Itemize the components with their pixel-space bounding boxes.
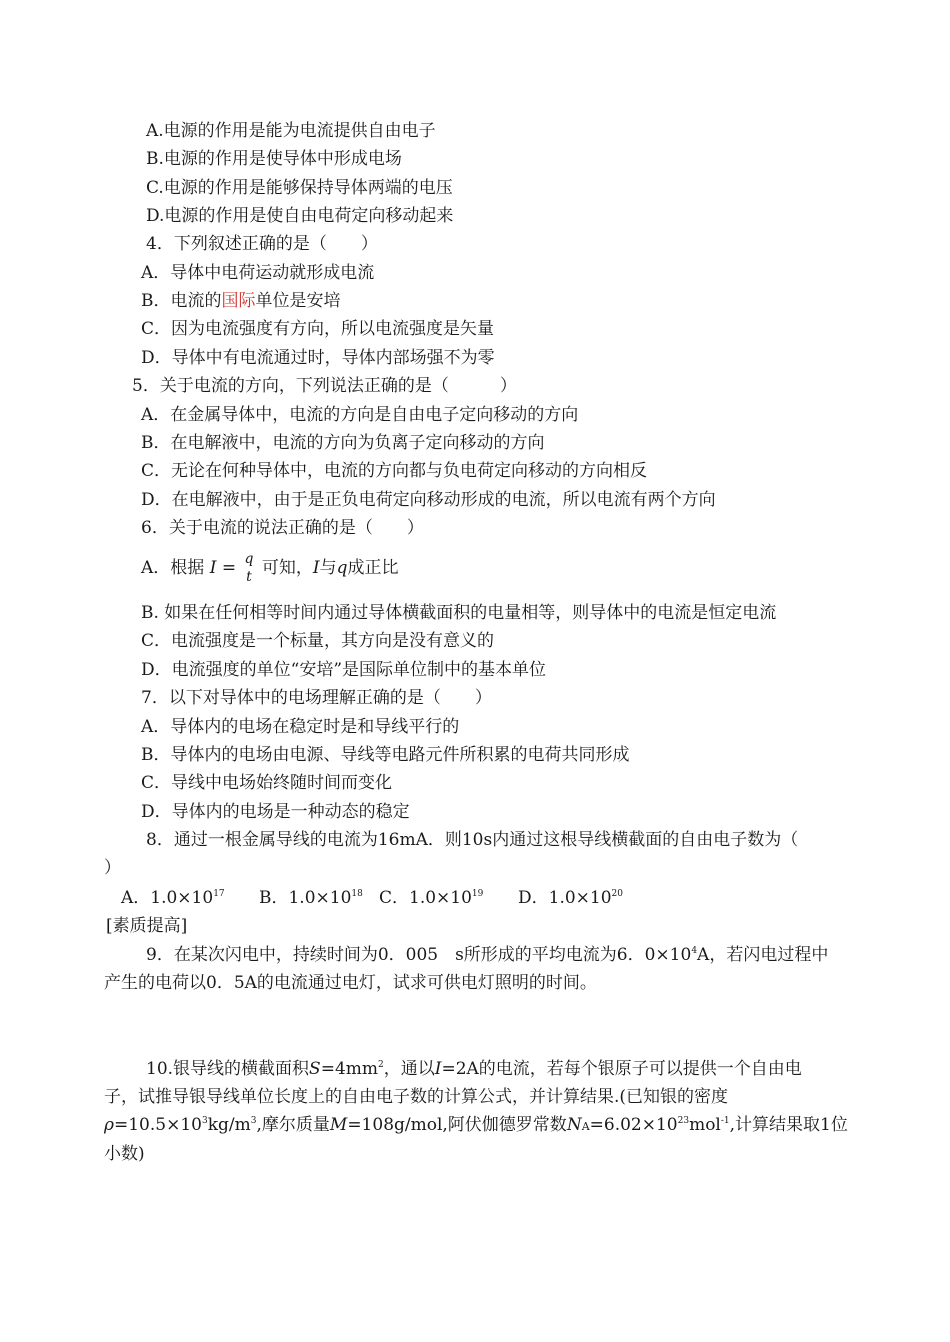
q4-stem: 4．下列叙述正确的是（ ）	[146, 234, 378, 254]
q5-option-a: A．在金属导体中，电流的方向是自由电子定向移动的方向	[141, 405, 579, 425]
q7-option-b: B．导体内的电场由电源、导线等电路元件所积累的电荷共同形成	[141, 745, 630, 765]
section-heading: [素质提高]	[106, 916, 188, 936]
q5-stem: 5．关于电流的方向，下列说法正确的是（ ）	[132, 376, 517, 396]
q3-option-d: D.电源的作用是使自由电荷定向移动起来	[146, 206, 454, 226]
q4-option-a: A．导体中电荷运动就形成电流	[141, 263, 375, 283]
q4-option-b: B．电流的国际单位是安培	[141, 291, 341, 311]
q8-option-a: A．$1.0\times 10^{17}$	[121, 888, 225, 908]
q10-line-3: $\rho=10.5\times 10^3kg/m^3$,摩尔质量M=108g/mol,阿伏伽德罗常数$N_A=6.02\times 10^{23}mol^{-1}$,计算结果取1位	[104, 1115, 848, 1135]
q7-stem: 7．以下对导体中的电场理解正确的是（ ）	[141, 688, 492, 708]
q6-option-b: B. 如果在任何相等时间内通过导体横截面积的电量相等，则导体中的电流是恒定电流	[141, 603, 777, 623]
q5-option-c: C．无论在何种导体中，电流的方向都与负电荷定向移动的方向相反	[141, 461, 648, 481]
q3-option-c: C.电源的作用是能够保持导体两端的电压	[146, 178, 453, 198]
q6-stem: 6．关于电流的说法正确的是（ ）	[141, 518, 424, 538]
q7-option-d: D．导体内的电场是一种动态的稳定	[141, 802, 410, 822]
q10-line-1: 10.银导线的横截面积$S=4mm^2$，通以I=2A的电流，若每个银原子可以提供一个自由电	[146, 1059, 802, 1079]
q9-line-1: 9．在某次闪电中，持续时间为0．005 s所形成的平均电流为6．$0\times 10^4A$，若闪电过程中	[146, 945, 829, 965]
q8-stem-close: ）	[104, 858, 121, 878]
q6-option-a: A．根据 I = q t 可知，I与q成正比	[141, 550, 399, 585]
q5-option-d: D．在电解液中，由于是正负电荷定向移动形成的电流，所以电流有两个方向	[141, 490, 716, 510]
q10-line-4: 小数)	[104, 1144, 145, 1164]
q4-option-c: C．因为电流强度有方向，所以电流强度是矢量	[141, 319, 495, 339]
formula-i: I	[209, 558, 217, 578]
q8-option-d: D．$1.0\times 10^{20}$	[518, 888, 623, 908]
q5-option-b: B．在电解液中，电流的方向为负离子定向移动的方向	[141, 433, 545, 453]
q8-option-b: B．$1.0\times 10^{18}$	[259, 888, 363, 908]
q9-line-2: 产生的电荷以0．5A的电流通过电灯，试求可供电灯照明的时间。	[104, 973, 597, 993]
q4-option-d: D．导体中有电流通过时，导体内部场强不为零	[141, 348, 495, 368]
q3-option-b: B.电源的作用是使导体中形成电场	[146, 149, 402, 169]
q3-option-a: A.电源的作用是能为电流提供自由电子	[146, 121, 436, 141]
q8-option-c: C．$1.0\times 10^{19}$	[379, 888, 484, 908]
q7-option-a: A．导体内的电场在稳定时是和导线平行的	[141, 717, 460, 737]
highlighted-term: 国际	[221, 291, 256, 311]
q6-option-c: C．电流强度是一个标量，其方向是没有意义的	[141, 631, 495, 651]
q7-option-c: C．导线中电场始终随时间而变化	[141, 773, 393, 793]
q6-option-d: D．电流强度的单位“安培”是国际单位制中的基本单位	[141, 660, 547, 680]
fraction-q-over-t: q t	[244, 550, 254, 585]
q10-line-2: 子，试推导银导线单位长度上的自由电子数的计算公式，并计算结果.(已知银的密度	[104, 1087, 729, 1107]
q8-stem: 8．通过一根金属导线的电流为16mA．则10s内通过这根导线横截面的自由电子数为（	[146, 830, 799, 850]
